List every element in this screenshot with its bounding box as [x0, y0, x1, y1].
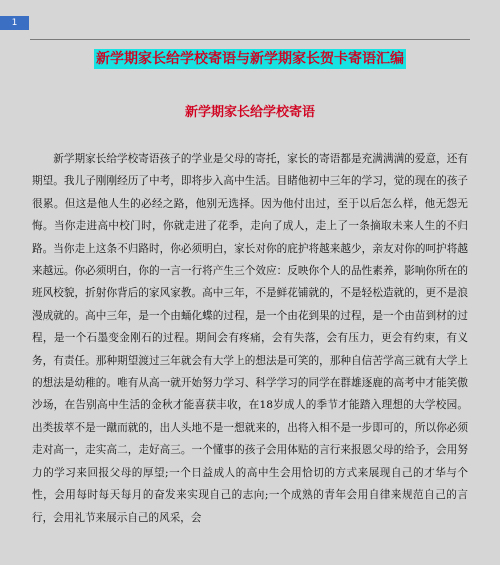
body-paragraph: 新学期家长给学校寄语孩子的学业是父母的寄托，家长的寄语都是充满满满的爱意，还有期望。我儿子刚刚经历了中考，即将步入高中生活。目睹他初中三年的学习，觉的现在的孩子很累。但这是他人生的必经之路，他别无选择。因为他付出过，至于以后怎么样，他无怨无悔。当你走进高中校门时，你就走进了花季，走向了成人，走上了一条摘取未来人生的不归路。当你走上这条不归路时，你必须明白，家长对你的庇护将越来越少，亲友对你的呵护将越来越远。你必须明白，你的一言一行将产生三个效应：反映你个人的品性素养，影响你所在的班风校貌，折射你背后的家风家教。高中三年，不是鲜花铺就的，不是轻松造就的，更不是浪漫成就的。高中三年，是一个由蛹化蝶的过程，是一个由花到果的过程，是一个由苗到材的过程，是一个石墨变金刚石的过程。期间会有疼痛，会有失落，会有压力，更会有约束，有义务，有责任。那种期望渡过三年就会有大学上的想法是可笑的，那种自信苦学高三就有大学上的想法是幼稚的。唯有从高一就开始努力学习、科学学习的同学在群雄逐鹿的高考中才能笑傲沙场，在告别高中生活的金秋才能喜获丰收，在18岁成人的季节才能踏入理想的大学校园。出类拔萃不是一蹴而就的，出人头地不是一想就来的，出将入相不是一步即可的，所以你必须走对高一，走实高二，走好高三。一个懂事的孩子会用体贴的言行来报恩父母的给予，会用努力的学习来回报父母的厚望;一个日益成人的高中生会用恰切的方式来展现自己的才华与个性，会用每时每天每月的奋发来实现自己的志向;一个成熟的青年会用自律来规范自己的言行，会用礼节来展示自己的风采，会: [32, 153, 468, 524]
page-number-badge: 1: [0, 16, 29, 30]
header-divider: [30, 39, 470, 40]
document-title: 新学期家长给学校寄语与新学期家长贺卡寄语汇编: [96, 51, 404, 67]
section-title-container: [0, 101, 500, 122]
document-title-container: [0, 48, 500, 69]
section-title: 新学期家长给学校寄语: [184, 105, 315, 120]
